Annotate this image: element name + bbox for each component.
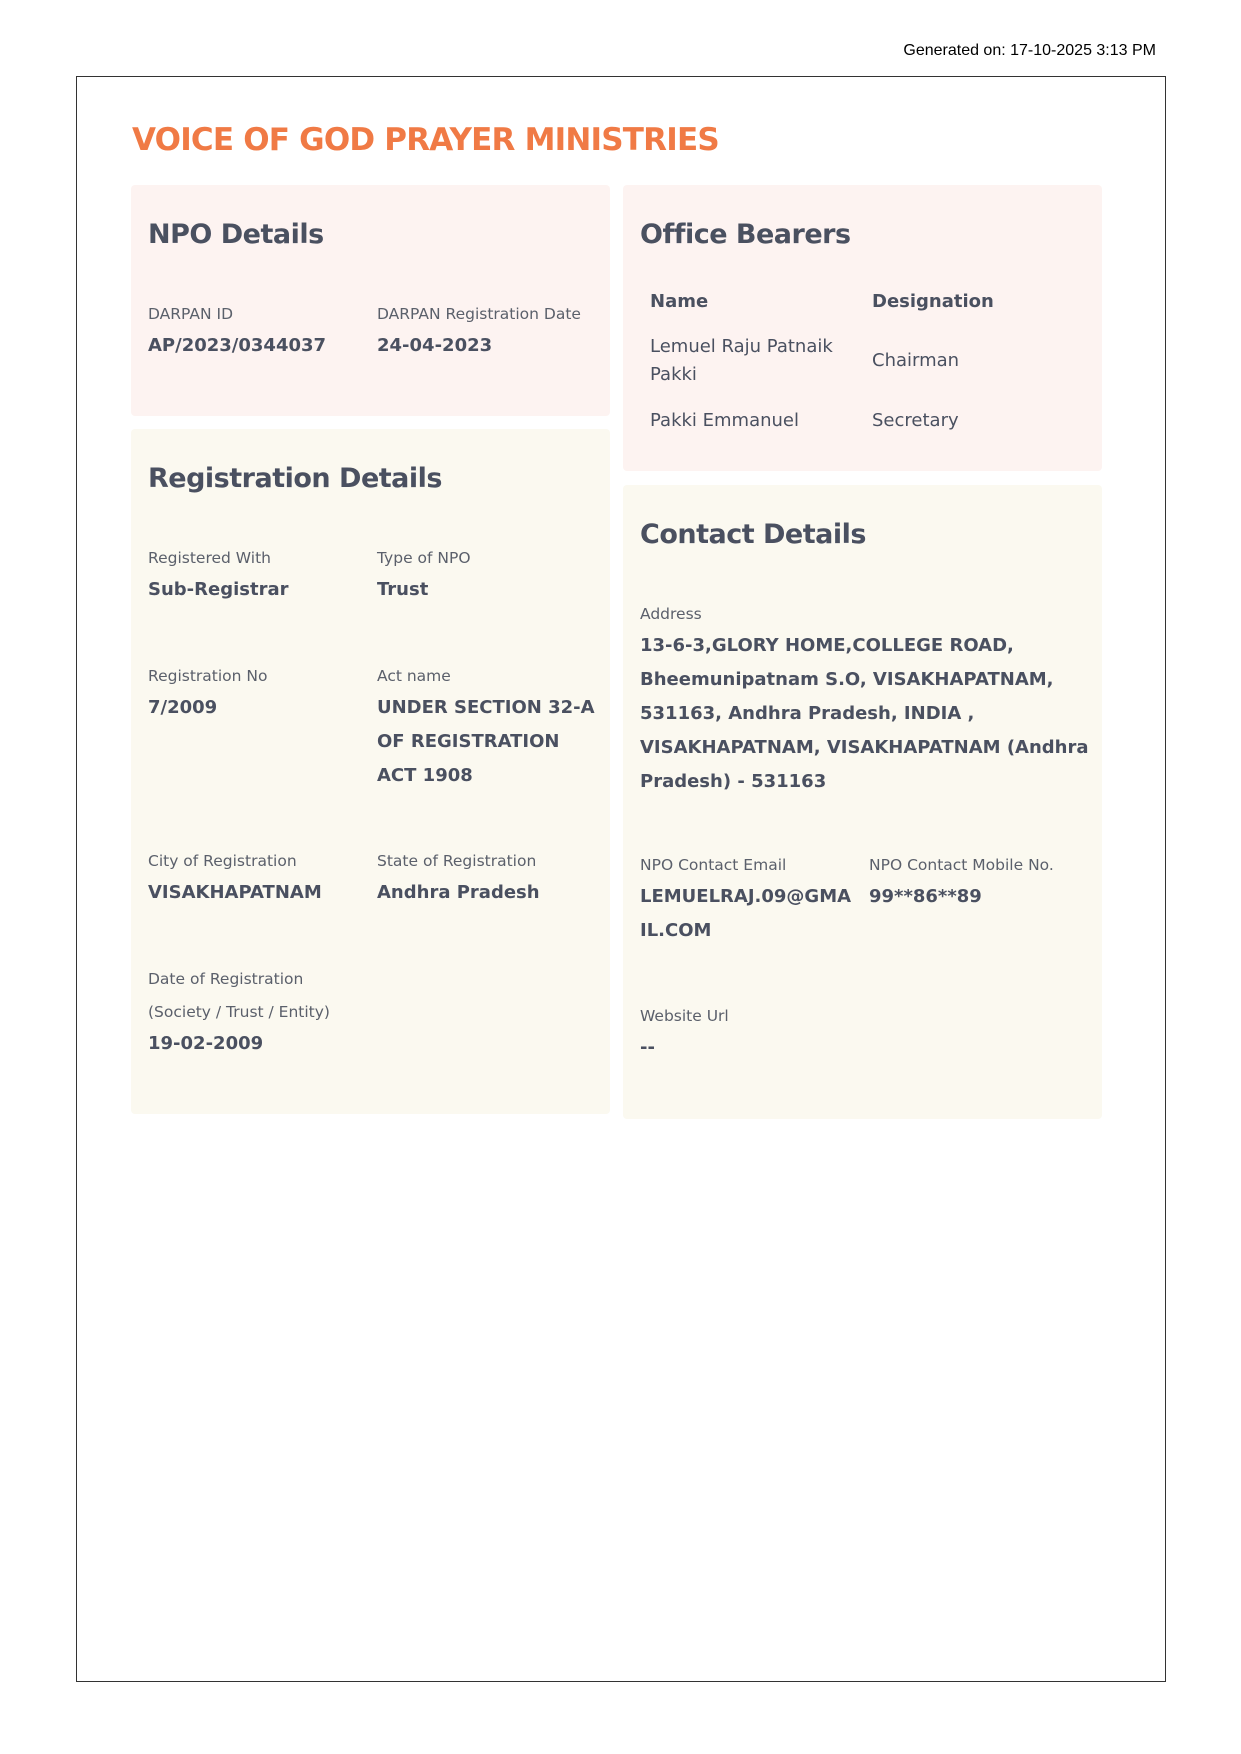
registered-with-value: Sub-Registrar xyxy=(148,579,289,600)
date-of-registration-label: Date of Registration xyxy=(148,970,304,988)
registration-details-title: Registration Details xyxy=(148,463,442,494)
bearer-name: Pakki Emmanuel xyxy=(650,410,800,431)
contact-mobile-label: NPO Contact Mobile No. xyxy=(869,856,1054,874)
column-header-designation: Designation xyxy=(872,291,994,312)
act-name-value: UNDER SECTION 32-A OF REGISTRATION ACT 1908 xyxy=(377,697,595,786)
darpan-id-value: AP/2023/0344037 xyxy=(148,335,327,356)
contact-details-title: Contact Details xyxy=(640,519,866,550)
generated-timestamp: Generated on: 17-10-2025 3:13 PM xyxy=(903,42,1156,59)
office-bearers-title: Office Bearers xyxy=(640,219,851,250)
act-name-label: Act name xyxy=(377,667,451,685)
registered-with-label: Registered With xyxy=(148,549,271,567)
city-label: City of Registration xyxy=(148,852,297,870)
bearer-designation: Secretary xyxy=(872,410,959,431)
contact-email-value: LEMUELRAJ.09@GMAIL.COM xyxy=(640,886,852,941)
registration-details-card xyxy=(131,429,610,1114)
website-label: Website Url xyxy=(640,1007,729,1025)
date-of-registration-sublabel: (Society / Trust / Entity) xyxy=(148,1003,330,1021)
contact-details-card xyxy=(623,485,1102,1119)
contact-mobile-value: 99**86**89 xyxy=(869,886,982,907)
registration-no-label: Registration No xyxy=(148,667,268,685)
bearer-designation: Chairman xyxy=(872,350,960,371)
npo-type-label: Type of NPO xyxy=(377,549,471,567)
column-header-name: Name xyxy=(650,291,709,312)
website-value: -- xyxy=(640,1037,655,1058)
registration-no-value: 7/2009 xyxy=(148,697,218,718)
city-value: VISAKHAPATNAM xyxy=(148,882,322,903)
state-label: State of Registration xyxy=(377,852,537,870)
address-label: Address xyxy=(640,605,702,623)
contact-email-label: NPO Contact Email xyxy=(640,856,787,874)
npo-details-title: NPO Details xyxy=(148,219,324,250)
bearer-name: Lemuel Raju Patnaik Pakki xyxy=(650,336,833,385)
organization-title: VOICE OF GOD PRAYER MINISTRIES xyxy=(132,122,719,158)
npo-details-card xyxy=(131,185,610,416)
date-of-registration-value: 19-02-2009 xyxy=(148,1033,264,1054)
npo-type-value: Trust xyxy=(377,579,429,600)
darpan-reg-date-value: 24-04-2023 xyxy=(377,335,493,356)
darpan-reg-date-label: DARPAN Registration Date xyxy=(377,305,581,323)
address-value: 13-6-3,GLORY HOME,COLLEGE ROAD, Bheemunipatnam S.O, VISAKHAPATNAM, 531163, Andhra Pradesh, INDIA , VISAKHAPATNAM, VISAKHAPATNAM (Andhra Pradesh) - 531163 xyxy=(640,635,1089,792)
darpan-id-label: DARPAN ID xyxy=(148,305,234,323)
office-bearers-card xyxy=(623,185,1102,471)
state-value: Andhra Pradesh xyxy=(377,882,540,903)
